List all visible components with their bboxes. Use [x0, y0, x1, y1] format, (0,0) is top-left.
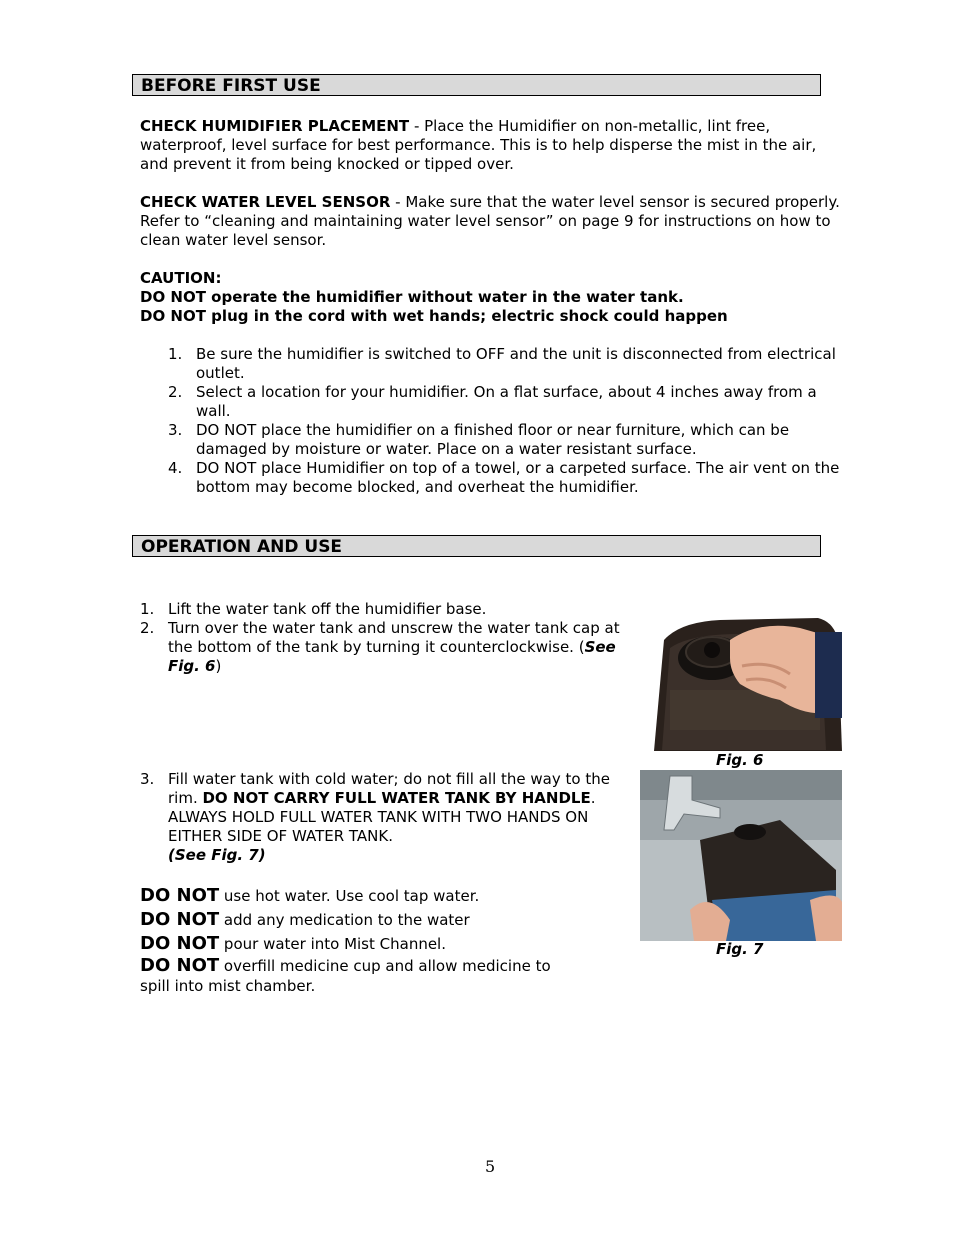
- fig6-photo: [650, 600, 842, 751]
- list-number: 3.: [140, 770, 155, 788]
- do-not-item: [140, 884, 580, 908]
- before-first-use-steps: [168, 345, 843, 497]
- operation-steps-1-2: [140, 600, 630, 676]
- do-not-item: [140, 932, 580, 956]
- list-item: [168, 459, 843, 497]
- list-item: [140, 619, 630, 676]
- fig7-reference: (See Fig. 7): [168, 846, 266, 864]
- list-number: 4.: [168, 459, 183, 477]
- list-text: Lift the water tank off the humidifier base.: [168, 600, 487, 618]
- fig7-photo: [640, 770, 842, 941]
- list-text: DO NOT place the humidifier on a finished floor or near furniture, which can be damaged by moisture or water. Place on a water resistant surface.: [196, 421, 790, 458]
- caution-line-1: DO NOT operate the humidifier without water in the water tank.: [140, 288, 684, 306]
- caution-title: CAUTION:: [140, 269, 222, 287]
- do-not-label: DO NOT: [140, 933, 220, 954]
- do-not-label: DO NOT: [140, 909, 220, 930]
- operation-bar: [132, 535, 821, 557]
- do-not-text: pour water into Mist Channel.: [219, 935, 446, 953]
- list-number: 1.: [168, 345, 183, 363]
- sensor-label: CHECK WATER LEVEL SENSOR: [140, 193, 391, 211]
- do-not-text: overfill medicine cup and allow medicine to spill into mist chamber.: [140, 957, 551, 995]
- do-not-text: use hot water. Use cool tap water.: [219, 887, 480, 905]
- list-number: 2.: [168, 383, 183, 401]
- list-item: [140, 600, 630, 619]
- list-text: Select a location for your humidifier. On a flat surface, about 4 inches away from a wall.: [196, 383, 817, 420]
- list-text: Turn over the water tank and unscrew the water tank cap at the bottom of the tank by turning it counterclockwise. (: [168, 619, 620, 656]
- list-number: 3.: [168, 421, 183, 439]
- list-item: [168, 345, 843, 383]
- fig7-caption: Fig. 7: [716, 940, 764, 958]
- list-number: 1.: [140, 600, 155, 618]
- list-number: 2.: [140, 619, 155, 637]
- list-text: Fill water tank with cold water; do not fill all the way to the rim.: [168, 770, 610, 807]
- list-text: DO NOT place Humidifier on top of a towel, or a carpeted surface. The air vent on the bottom may become blocked, and overheat the humidifier.: [196, 459, 840, 496]
- do-not-item: [140, 956, 580, 996]
- page-number: 5: [485, 1157, 496, 1176]
- caution-block: [140, 269, 840, 326]
- operation-heading: OPERATION AND USE: [141, 537, 343, 557]
- placement-paragraph: [140, 117, 840, 174]
- operation-step-3: [140, 770, 628, 865]
- do-not-list: [140, 884, 580, 996]
- placement-text: - Place the Humidifier on non-metallic, lint free, waterproof, level surface for best performance. This is to help disperse the mist in the air, and prevent it from being knocked or tipped over.: [140, 117, 817, 173]
- placement-label: CHECK HUMIDIFIER PLACEMENT: [140, 117, 410, 135]
- do-not-item: [140, 908, 580, 932]
- sensor-paragraph: [140, 193, 840, 250]
- carry-warning: DO NOT CARRY FULL WATER TANK BY HANDLE: [202, 789, 591, 807]
- before-first-use-heading: BEFORE FIRST USE: [141, 76, 321, 96]
- fig7-illustration: [640, 770, 842, 941]
- do-not-label: DO NOT: [140, 885, 220, 906]
- list-item: [168, 421, 843, 459]
- before-first-use-bar: [132, 74, 821, 96]
- fig6-reference: See Fig. 6: [168, 638, 616, 675]
- list-text: ): [215, 657, 222, 675]
- list-text: . ALWAYS HOLD FULL WATER TANK WITH TWO HANDS ON EITHER SIDE OF WATER TANK.: [168, 789, 596, 845]
- list-item: [168, 383, 843, 421]
- do-not-text: add any medication to the water: [219, 911, 470, 929]
- do-not-label: DO NOT: [140, 955, 220, 976]
- sensor-text: - Make sure that the water level sensor is secured properly. Refer to “cleaning and maintaining water level sensor” on page 9 for instructions on how to clean water level sensor.: [140, 193, 840, 249]
- list-text: Be sure the humidifier is switched to OFF and the unit is disconnected from electrical outlet.: [196, 345, 836, 382]
- fig6-caption: Fig. 6: [716, 751, 764, 769]
- list-item: [140, 770, 628, 865]
- fig6-illustration: [650, 600, 842, 751]
- caution-line-2: DO NOT plug in the cord with wet hands; electric shock could happen: [140, 307, 728, 325]
